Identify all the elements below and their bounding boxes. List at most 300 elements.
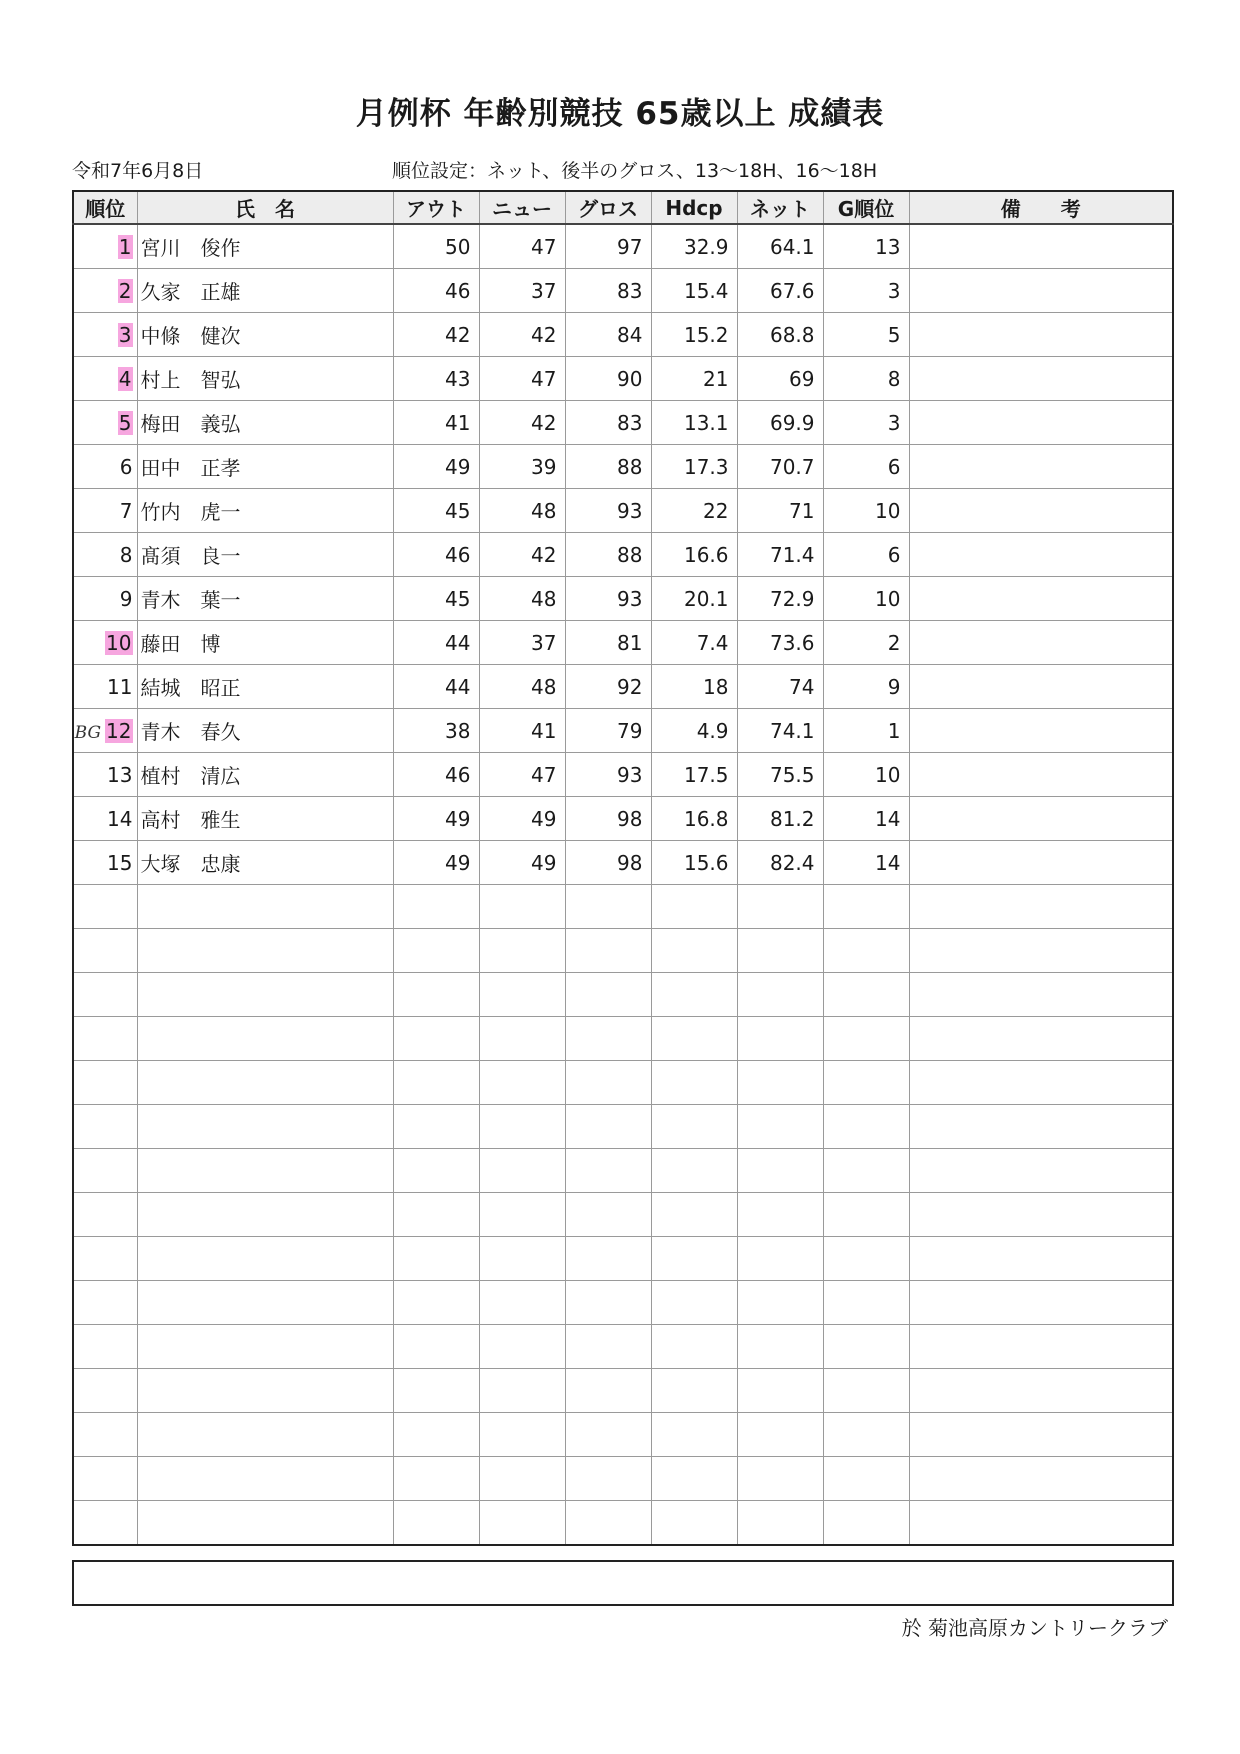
empty-cell <box>393 1325 479 1369</box>
player-name: 中條 健次 <box>137 313 393 357</box>
empty-cell <box>137 1325 393 1369</box>
empty-cell <box>737 1193 823 1237</box>
in-score: 41 <box>479 709 565 753</box>
empty-row <box>73 929 1173 973</box>
remarks <box>909 753 1173 797</box>
col-header-name: 氏 名 <box>137 191 393 224</box>
empty-cell <box>909 1237 1173 1281</box>
empty-cell <box>137 1105 393 1149</box>
empty-cell <box>651 885 737 929</box>
empty-cell <box>909 1369 1173 1413</box>
rank-cell <box>73 313 137 357</box>
empty-cell <box>393 1149 479 1193</box>
rank-number: 10 <box>106 630 132 655</box>
hdcp-value: 16.8 <box>651 797 737 841</box>
hdcp-value: 21 <box>651 357 737 401</box>
empty-cell <box>651 1193 737 1237</box>
empty-cell <box>393 929 479 973</box>
table-row <box>73 841 1173 885</box>
gross-score: 93 <box>565 577 651 621</box>
gross-rank: 6 <box>823 533 909 577</box>
remarks <box>909 841 1173 885</box>
empty-cell <box>909 973 1173 1017</box>
gross-rank: 5 <box>823 313 909 357</box>
rank-number: 8 <box>119 542 133 567</box>
rank-cell <box>73 445 137 489</box>
out-score: 49 <box>393 797 479 841</box>
remarks <box>909 797 1173 841</box>
empty-cell <box>393 1193 479 1237</box>
table-row <box>73 577 1173 621</box>
empty-cell <box>651 1061 737 1105</box>
empty-cell <box>479 1149 565 1193</box>
remarks <box>909 533 1173 577</box>
col-header-rank: 順位 <box>73 191 137 224</box>
hdcp-value: 7.4 <box>651 621 737 665</box>
table-row <box>73 357 1173 401</box>
table-row <box>73 489 1173 533</box>
empty-cell <box>651 1325 737 1369</box>
empty-cell <box>393 973 479 1017</box>
empty-cell <box>737 1413 823 1457</box>
net-score: 71 <box>737 489 823 533</box>
out-score: 42 <box>393 313 479 357</box>
gross-score: 83 <box>565 269 651 313</box>
gross-rank: 9 <box>823 665 909 709</box>
in-score: 37 <box>479 269 565 313</box>
gross-rank: 3 <box>823 401 909 445</box>
gross-score: 93 <box>565 753 651 797</box>
remarks <box>909 313 1173 357</box>
hdcp-value: 16.6 <box>651 533 737 577</box>
player-name: 大塚 忠康 <box>137 841 393 885</box>
player-name: 藤田 博 <box>137 621 393 665</box>
gross-score: 83 <box>565 401 651 445</box>
table-row <box>73 533 1173 577</box>
empty-cell <box>73 1325 137 1369</box>
empty-cell <box>823 885 909 929</box>
remarks <box>909 224 1173 269</box>
hdcp-value: 4.9 <box>651 709 737 753</box>
out-score: 45 <box>393 577 479 621</box>
empty-cell <box>823 1325 909 1369</box>
empty-cell <box>909 1325 1173 1369</box>
results-table <box>72 190 1174 1546</box>
empty-row <box>73 1325 1173 1369</box>
rank-number: 6 <box>119 454 133 479</box>
gross-score: 97 <box>565 224 651 269</box>
empty-cell <box>565 1061 651 1105</box>
empty-cell <box>73 1501 137 1546</box>
in-score: 47 <box>479 753 565 797</box>
empty-row <box>73 1149 1173 1193</box>
empty-cell <box>479 1281 565 1325</box>
player-name: 竹内 虎一 <box>137 489 393 533</box>
table-row <box>73 269 1173 313</box>
out-score: 49 <box>393 445 479 489</box>
empty-cell <box>737 1149 823 1193</box>
table-row <box>73 753 1173 797</box>
hdcp-value: 15.4 <box>651 269 737 313</box>
empty-cell <box>909 1501 1173 1546</box>
col-header-in: ニュー <box>479 191 565 224</box>
empty-cell <box>823 1501 909 1546</box>
empty-cell <box>137 1457 393 1501</box>
table-row <box>73 445 1173 489</box>
empty-cell <box>909 1413 1173 1457</box>
empty-row <box>73 1281 1173 1325</box>
remarks <box>909 709 1173 753</box>
out-score: 46 <box>393 753 479 797</box>
player-name: 青木 春久 <box>137 709 393 753</box>
table-row <box>73 401 1173 445</box>
empty-cell <box>651 1281 737 1325</box>
gross-score: 90 <box>565 357 651 401</box>
player-name: 青木 葉一 <box>137 577 393 621</box>
net-score: 75.5 <box>737 753 823 797</box>
gross-rank: 14 <box>823 841 909 885</box>
page-title: 月例杯 年齢別競技 65歳以上 成績表 <box>355 96 885 132</box>
empty-cell <box>479 973 565 1017</box>
net-score: 68.8 <box>737 313 823 357</box>
in-score: 48 <box>479 665 565 709</box>
gross-rank: 1 <box>823 709 909 753</box>
empty-cell <box>909 1193 1173 1237</box>
player-name: 田中 正孝 <box>137 445 393 489</box>
out-score: 44 <box>393 621 479 665</box>
empty-cell <box>137 1501 393 1546</box>
gross-rank: 3 <box>823 269 909 313</box>
empty-cell <box>651 1149 737 1193</box>
empty-cell <box>823 1193 909 1237</box>
net-score: 69.9 <box>737 401 823 445</box>
empty-cell <box>651 1105 737 1149</box>
rank-number: 1 <box>118 234 132 259</box>
empty-cell <box>137 1281 393 1325</box>
col-header-out: アウト <box>393 191 479 224</box>
empty-cell <box>479 1061 565 1105</box>
gross-score: 93 <box>565 489 651 533</box>
empty-cell <box>651 1501 737 1546</box>
gross-rank: 10 <box>823 577 909 621</box>
empty-cell <box>393 1017 479 1061</box>
rank-cell <box>73 621 137 665</box>
empty-row <box>73 1457 1173 1501</box>
empty-cell <box>737 1281 823 1325</box>
col-header-net: ネット <box>737 191 823 224</box>
empty-cell <box>73 885 137 929</box>
empty-row <box>73 885 1173 929</box>
empty-cell <box>565 885 651 929</box>
gross-score: 88 <box>565 445 651 489</box>
results-body <box>73 224 1173 1545</box>
gross-score: 81 <box>565 621 651 665</box>
empty-cell <box>909 1281 1173 1325</box>
out-score: 49 <box>393 841 479 885</box>
empty-cell <box>823 1413 909 1457</box>
rank-cell <box>73 841 137 885</box>
empty-cell <box>479 885 565 929</box>
rank-cell <box>73 753 137 797</box>
remarks <box>909 401 1173 445</box>
empty-cell <box>909 1061 1173 1105</box>
gross-rank: 8 <box>823 357 909 401</box>
gross-rank: 10 <box>823 753 909 797</box>
empty-cell <box>565 1017 651 1061</box>
empty-cell <box>565 929 651 973</box>
player-name: 宮川 俊作 <box>137 224 393 269</box>
empty-cell <box>909 1105 1173 1149</box>
gross-score: 98 <box>565 797 651 841</box>
empty-cell <box>73 1369 137 1413</box>
empty-cell <box>137 1369 393 1413</box>
rank-number: 15 <box>107 850 133 875</box>
rank-number: 3 <box>118 322 132 347</box>
col-header-gross-rank: G順位 <box>823 191 909 224</box>
gross-rank: 13 <box>823 224 909 269</box>
empty-cell <box>565 1237 651 1281</box>
table-row <box>73 797 1173 841</box>
player-name: 久家 正雄 <box>137 269 393 313</box>
out-score: 43 <box>393 357 479 401</box>
net-score: 81.2 <box>737 797 823 841</box>
in-score: 49 <box>479 797 565 841</box>
rank-number: 5 <box>118 410 132 435</box>
empty-cell <box>823 1237 909 1281</box>
empty-cell <box>565 1281 651 1325</box>
empty-cell <box>737 1061 823 1105</box>
empty-cell <box>73 1105 137 1149</box>
hdcp-value: 15.2 <box>651 313 737 357</box>
empty-cell <box>737 1237 823 1281</box>
remarks <box>909 665 1173 709</box>
empty-cell <box>651 973 737 1017</box>
player-name: 髙須 良一 <box>137 533 393 577</box>
in-score: 47 <box>479 224 565 269</box>
net-score: 74 <box>737 665 823 709</box>
table-row <box>73 709 1173 753</box>
empty-cell <box>737 1501 823 1546</box>
empty-cell <box>565 1413 651 1457</box>
empty-cell <box>73 1193 137 1237</box>
gross-rank: 10 <box>823 489 909 533</box>
net-score: 64.1 <box>737 224 823 269</box>
rank-cell <box>73 224 137 269</box>
empty-cell <box>909 1457 1173 1501</box>
empty-cell <box>823 973 909 1017</box>
in-score: 42 <box>479 401 565 445</box>
empty-cell <box>823 1457 909 1501</box>
rank-number: 11 <box>107 674 133 699</box>
in-score: 42 <box>479 313 565 357</box>
empty-cell <box>737 973 823 1017</box>
net-score: 69 <box>737 357 823 401</box>
empty-cell <box>651 1457 737 1501</box>
empty-row <box>73 973 1173 1017</box>
empty-cell <box>479 1237 565 1281</box>
empty-cell <box>565 1369 651 1413</box>
remarks <box>909 621 1173 665</box>
empty-cell <box>137 973 393 1017</box>
empty-cell <box>393 1061 479 1105</box>
empty-cell <box>909 929 1173 973</box>
ranking-criteria: 順位設定：ネット、後半のグロス、13〜18H、16〜18H <box>392 160 878 182</box>
out-score: 41 <box>393 401 479 445</box>
empty-cell <box>393 1237 479 1281</box>
hdcp-value: 17.5 <box>651 753 737 797</box>
col-header-hdcp: Hdcp <box>651 191 737 224</box>
hdcp-value: 20.1 <box>651 577 737 621</box>
empty-cell <box>137 1017 393 1061</box>
event-date: 令和7年6月8日 <box>72 160 204 182</box>
empty-cell <box>479 929 565 973</box>
empty-cell <box>479 1017 565 1061</box>
rank-cell <box>73 489 137 533</box>
empty-cell <box>737 1457 823 1501</box>
empty-row <box>73 1105 1173 1149</box>
table-row <box>73 665 1173 709</box>
remarks <box>909 489 1173 533</box>
empty-row <box>73 1501 1173 1546</box>
empty-cell <box>137 1061 393 1105</box>
empty-cell <box>565 973 651 1017</box>
net-score: 71.4 <box>737 533 823 577</box>
empty-cell <box>479 1413 565 1457</box>
table-row <box>73 621 1173 665</box>
empty-cell <box>73 1413 137 1457</box>
empty-cell <box>73 1061 137 1105</box>
empty-cell <box>737 1325 823 1369</box>
empty-row <box>73 1369 1173 1413</box>
empty-cell <box>479 1193 565 1237</box>
empty-cell <box>823 929 909 973</box>
gross-score: 98 <box>565 841 651 885</box>
hdcp-value: 32.9 <box>651 224 737 269</box>
rank-cell <box>73 665 137 709</box>
empty-cell <box>393 1369 479 1413</box>
empty-row <box>73 1193 1173 1237</box>
empty-cell <box>565 1149 651 1193</box>
empty-cell <box>823 1369 909 1413</box>
rank-cell <box>73 797 137 841</box>
in-score: 47 <box>479 357 565 401</box>
out-score: 50 <box>393 224 479 269</box>
empty-row <box>73 1061 1173 1105</box>
remarks <box>909 269 1173 313</box>
empty-cell <box>73 1237 137 1281</box>
empty-cell <box>73 973 137 1017</box>
empty-cell <box>565 1105 651 1149</box>
empty-cell <box>909 885 1173 929</box>
player-name: 梅田 義弘 <box>137 401 393 445</box>
empty-cell <box>737 1017 823 1061</box>
rank-cell <box>73 533 137 577</box>
empty-cell <box>479 1105 565 1149</box>
empty-cell <box>393 1105 479 1149</box>
rank-number: 14 <box>107 806 133 831</box>
handwritten-mark: BG <box>74 722 102 743</box>
empty-cell <box>651 929 737 973</box>
empty-cell <box>737 885 823 929</box>
rank-cell <box>73 709 137 753</box>
empty-cell <box>479 1457 565 1501</box>
player-name: 植村 清広 <box>137 753 393 797</box>
table-header-row <box>73 191 1173 224</box>
rank-number: 2 <box>118 278 132 303</box>
rank-number: 12 <box>106 718 132 743</box>
gross-rank: 2 <box>823 621 909 665</box>
col-header-remarks: 備 考 <box>909 191 1173 224</box>
remarks <box>909 445 1173 489</box>
empty-cell <box>73 929 137 973</box>
empty-cell <box>137 929 393 973</box>
empty-row <box>73 1017 1173 1061</box>
empty-cell <box>737 1369 823 1413</box>
rank-cell <box>73 401 137 445</box>
table-row <box>73 224 1173 269</box>
rank-number: 9 <box>119 586 133 611</box>
hdcp-value: 15.6 <box>651 841 737 885</box>
empty-cell <box>479 1501 565 1546</box>
empty-cell <box>137 1237 393 1281</box>
out-score: 46 <box>393 269 479 313</box>
empty-cell <box>393 1501 479 1546</box>
empty-cell <box>73 1457 137 1501</box>
in-score: 39 <box>479 445 565 489</box>
empty-cell <box>565 1193 651 1237</box>
in-score: 48 <box>479 489 565 533</box>
rank-cell <box>73 269 137 313</box>
remarks <box>909 357 1173 401</box>
empty-cell <box>737 929 823 973</box>
empty-cell <box>909 1017 1173 1061</box>
empty-row <box>73 1413 1173 1457</box>
empty-cell <box>137 1413 393 1457</box>
hdcp-value: 13.1 <box>651 401 737 445</box>
in-score: 42 <box>479 533 565 577</box>
out-score: 38 <box>393 709 479 753</box>
empty-cell <box>73 1017 137 1061</box>
empty-cell <box>73 1281 137 1325</box>
net-score: 74.1 <box>737 709 823 753</box>
net-score: 70.7 <box>737 445 823 489</box>
gross-score: 88 <box>565 533 651 577</box>
empty-cell <box>823 1105 909 1149</box>
rank-number: 7 <box>119 498 133 523</box>
hdcp-value: 17.3 <box>651 445 737 489</box>
net-score: 72.9 <box>737 577 823 621</box>
empty-cell <box>73 1149 137 1193</box>
empty-cell <box>651 1237 737 1281</box>
out-score: 45 <box>393 489 479 533</box>
notes-box <box>72 1560 1174 1606</box>
player-name: 村上 智弘 <box>137 357 393 401</box>
empty-cell <box>737 1105 823 1149</box>
table-row <box>73 313 1173 357</box>
hdcp-value: 22 <box>651 489 737 533</box>
empty-cell <box>393 1413 479 1457</box>
in-score: 48 <box>479 577 565 621</box>
player-name: 結城 昭正 <box>137 665 393 709</box>
net-score: 82.4 <box>737 841 823 885</box>
rank-number: 13 <box>107 762 133 787</box>
empty-cell <box>137 1149 393 1193</box>
empty-cell <box>823 1061 909 1105</box>
hdcp-value: 18 <box>651 665 737 709</box>
empty-cell <box>565 1325 651 1369</box>
empty-cell <box>565 1501 651 1546</box>
rank-number: 4 <box>118 366 132 391</box>
